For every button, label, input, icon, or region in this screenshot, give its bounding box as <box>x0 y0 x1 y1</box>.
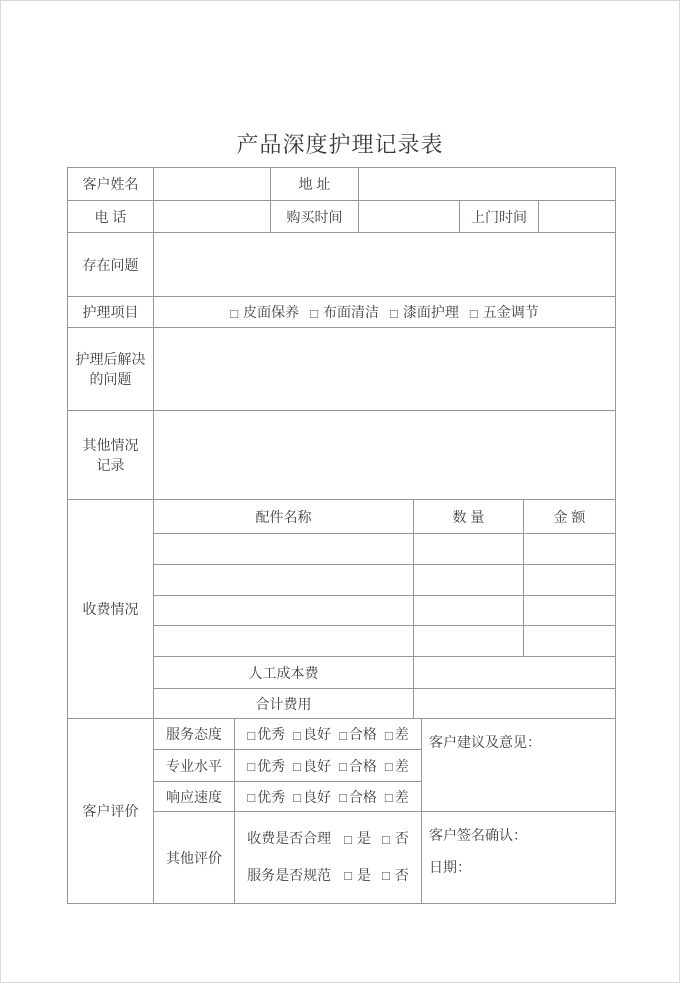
solved-problems-label-line1: 护理后解决 <box>75 351 146 367</box>
care-items-checkbox-group <box>230 302 538 322</box>
fee-column-quantity: 数 量 <box>414 500 524 534</box>
checkbox-option[interactable] <box>293 724 331 744</box>
checkbox-icon: □ <box>344 868 352 884</box>
visit-time-input[interactable] <box>539 201 616 233</box>
checkbox-label: 皮面保养 <box>243 304 300 320</box>
date-label: 日期： <box>429 859 471 875</box>
professional-level-checkbox-group <box>247 756 408 776</box>
service-standard-label: 服务是否规范 <box>247 866 332 883</box>
checkbox-label: 否 <box>394 866 409 883</box>
solved-problems-label-line2: 的问题 <box>89 371 132 387</box>
checkbox-label: 良好 <box>303 757 331 774</box>
response-speed-ratings <box>235 782 422 812</box>
other-records-label <box>68 411 154 500</box>
phone-input[interactable] <box>154 201 271 233</box>
checkbox-label: 是 <box>357 866 371 883</box>
checkbox-icon: □ <box>384 759 393 774</box>
checkbox-icon: □ <box>469 305 478 321</box>
solved-problems-input[interactable] <box>154 328 616 411</box>
checkbox-option[interactable] <box>470 302 539 322</box>
checkbox-icon: □ <box>384 727 393 743</box>
care-items-label: 护理项目 <box>68 297 154 328</box>
existing-problems-label: 存在问题 <box>68 233 154 297</box>
service-attitude-label: 服务态度 <box>154 719 235 750</box>
checkbox-option[interactable] <box>339 756 377 776</box>
checkbox-option[interactable] <box>339 724 377 744</box>
checkbox-label: 是 <box>357 830 371 847</box>
checkbox-label: 优秀 <box>257 788 286 805</box>
professional-level-label: 专业水平 <box>154 750 235 782</box>
checkbox-icon: □ <box>293 790 301 805</box>
professional-level-ratings <box>235 750 422 782</box>
checkbox-option[interactable] <box>390 302 459 322</box>
checkbox-option[interactable] <box>385 787 409 807</box>
care-record-table <box>67 167 616 904</box>
checkbox-icon: □ <box>339 759 347 774</box>
fee-column-part-name: 配件名称 <box>154 500 414 534</box>
checkbox-icon: □ <box>339 790 347 805</box>
checkbox-label: 良好 <box>303 788 331 805</box>
checkbox-option[interactable] <box>344 828 371 848</box>
checkbox-icon: □ <box>339 727 347 743</box>
checkbox-icon: □ <box>310 305 318 321</box>
checkbox-label: 漆面护理 <box>402 304 459 320</box>
fee-row2-amount-input[interactable] <box>524 565 616 596</box>
service-standard-yesno-group <box>344 865 409 885</box>
service-standard-row <box>235 865 421 885</box>
checkbox-label: 优秀 <box>257 726 286 742</box>
fee-reasonable-row <box>235 828 421 848</box>
address-label: 地 址 <box>271 168 359 201</box>
labor-cost-label: 人工成本费 <box>154 657 414 689</box>
checkbox-option[interactable] <box>385 724 409 744</box>
other-records-label-line1: 其他情况 <box>82 437 139 453</box>
fee-row3-part-name-input[interactable] <box>154 596 414 626</box>
checkbox-option[interactable] <box>382 865 409 885</box>
other-evaluation-label: 其他评价 <box>154 812 235 904</box>
checkbox-label: 差 <box>394 788 409 805</box>
response-speed-label: 响应速度 <box>154 782 235 812</box>
fee-row1-part-name-input[interactable] <box>154 534 414 565</box>
checkbox-option[interactable] <box>247 787 285 807</box>
fee-row4-amount-input[interactable] <box>524 626 616 657</box>
checkbox-label: 差 <box>394 726 409 742</box>
fee-row1-quantity-input[interactable] <box>414 534 524 565</box>
checkbox-icon: □ <box>344 831 352 847</box>
checkbox-label: 布面清洁 <box>323 304 379 320</box>
purchase-time-input[interactable] <box>359 201 460 233</box>
page-title: 产品深度护理记录表 <box>236 132 444 157</box>
total-cost-input[interactable] <box>414 689 616 719</box>
checkbox-icon: □ <box>293 759 301 774</box>
fee-row2-part-name-input[interactable] <box>154 565 414 596</box>
checkbox-label: 差 <box>394 757 409 774</box>
checkbox-option[interactable] <box>385 756 409 776</box>
customer-signature-label: 客户签名确认： <box>429 827 527 843</box>
checkbox-option[interactable] <box>382 828 409 848</box>
other-records-label-line2: 记录 <box>96 457 125 473</box>
checkbox-option[interactable] <box>230 302 299 322</box>
service-attitude-ratings <box>235 719 422 750</box>
customer-name-label: 客户姓名 <box>68 168 154 201</box>
customer-signature-area[interactable] <box>422 812 616 904</box>
response-speed-checkbox-group <box>247 787 408 807</box>
fee-row2-quantity-input[interactable] <box>414 565 524 596</box>
other-records-input[interactable] <box>154 411 616 500</box>
checkbox-label: 合格 <box>348 788 377 805</box>
care-items-options <box>154 297 616 328</box>
checkbox-label: 五金调节 <box>482 304 539 320</box>
checkbox-icon: □ <box>390 305 398 321</box>
evaluation-section-label: 客户评价 <box>68 719 154 904</box>
fee-row4-part-name-input[interactable] <box>154 626 414 657</box>
fees-section-label: 收费情况 <box>68 500 154 719</box>
customer-suggestion-area[interactable] <box>422 719 616 812</box>
checkbox-option[interactable] <box>293 787 331 807</box>
checkbox-label: 合格 <box>348 726 377 742</box>
other-evaluation-items <box>235 812 422 904</box>
checkbox-icon: □ <box>384 790 393 805</box>
checkbox-label: 优秀 <box>257 757 286 774</box>
checkbox-icon: □ <box>247 790 256 805</box>
phone-label: 电 话 <box>68 201 154 233</box>
checkbox-option[interactable] <box>247 756 285 776</box>
fee-row1-amount-input[interactable] <box>524 534 616 565</box>
checkbox-label: 良好 <box>303 726 331 742</box>
checkbox-icon: □ <box>247 727 256 743</box>
total-cost-label: 合计费用 <box>154 689 414 719</box>
checkbox-option[interactable] <box>310 302 379 322</box>
checkbox-icon: □ <box>382 868 390 884</box>
fee-row3-quantity-input[interactable] <box>414 596 524 626</box>
checkbox-label: 否 <box>394 830 409 847</box>
purchase-time-label: 购买时间 <box>271 201 359 233</box>
checkbox-icon: □ <box>382 831 390 847</box>
visit-time-label: 上门时间 <box>460 201 539 233</box>
checkbox-option[interactable] <box>339 787 377 807</box>
solved-problems-label <box>68 328 154 411</box>
customer-name-input[interactable] <box>154 168 271 201</box>
checkbox-option[interactable] <box>293 756 331 776</box>
fee-reasonable-yesno-group <box>344 828 409 848</box>
fee-row3-amount-input[interactable] <box>524 596 616 626</box>
fee-row4-quantity-input[interactable] <box>414 626 524 657</box>
existing-problems-input[interactable] <box>154 233 616 297</box>
address-input[interactable] <box>359 168 616 201</box>
checkbox-option[interactable] <box>344 865 371 885</box>
checkbox-option[interactable] <box>247 724 285 744</box>
fee-column-amount: 金 额 <box>524 500 616 534</box>
labor-cost-input[interactable] <box>414 657 616 689</box>
checkbox-icon: □ <box>230 305 239 321</box>
customer-suggestion-label: 客户建议及意见： <box>429 734 541 750</box>
checkbox-icon: □ <box>293 727 301 743</box>
checkbox-icon: □ <box>247 759 256 774</box>
fee-reasonable-label: 收费是否合理 <box>247 830 332 847</box>
checkbox-label: 合格 <box>348 757 377 774</box>
service-attitude-checkbox-group <box>247 724 408 744</box>
